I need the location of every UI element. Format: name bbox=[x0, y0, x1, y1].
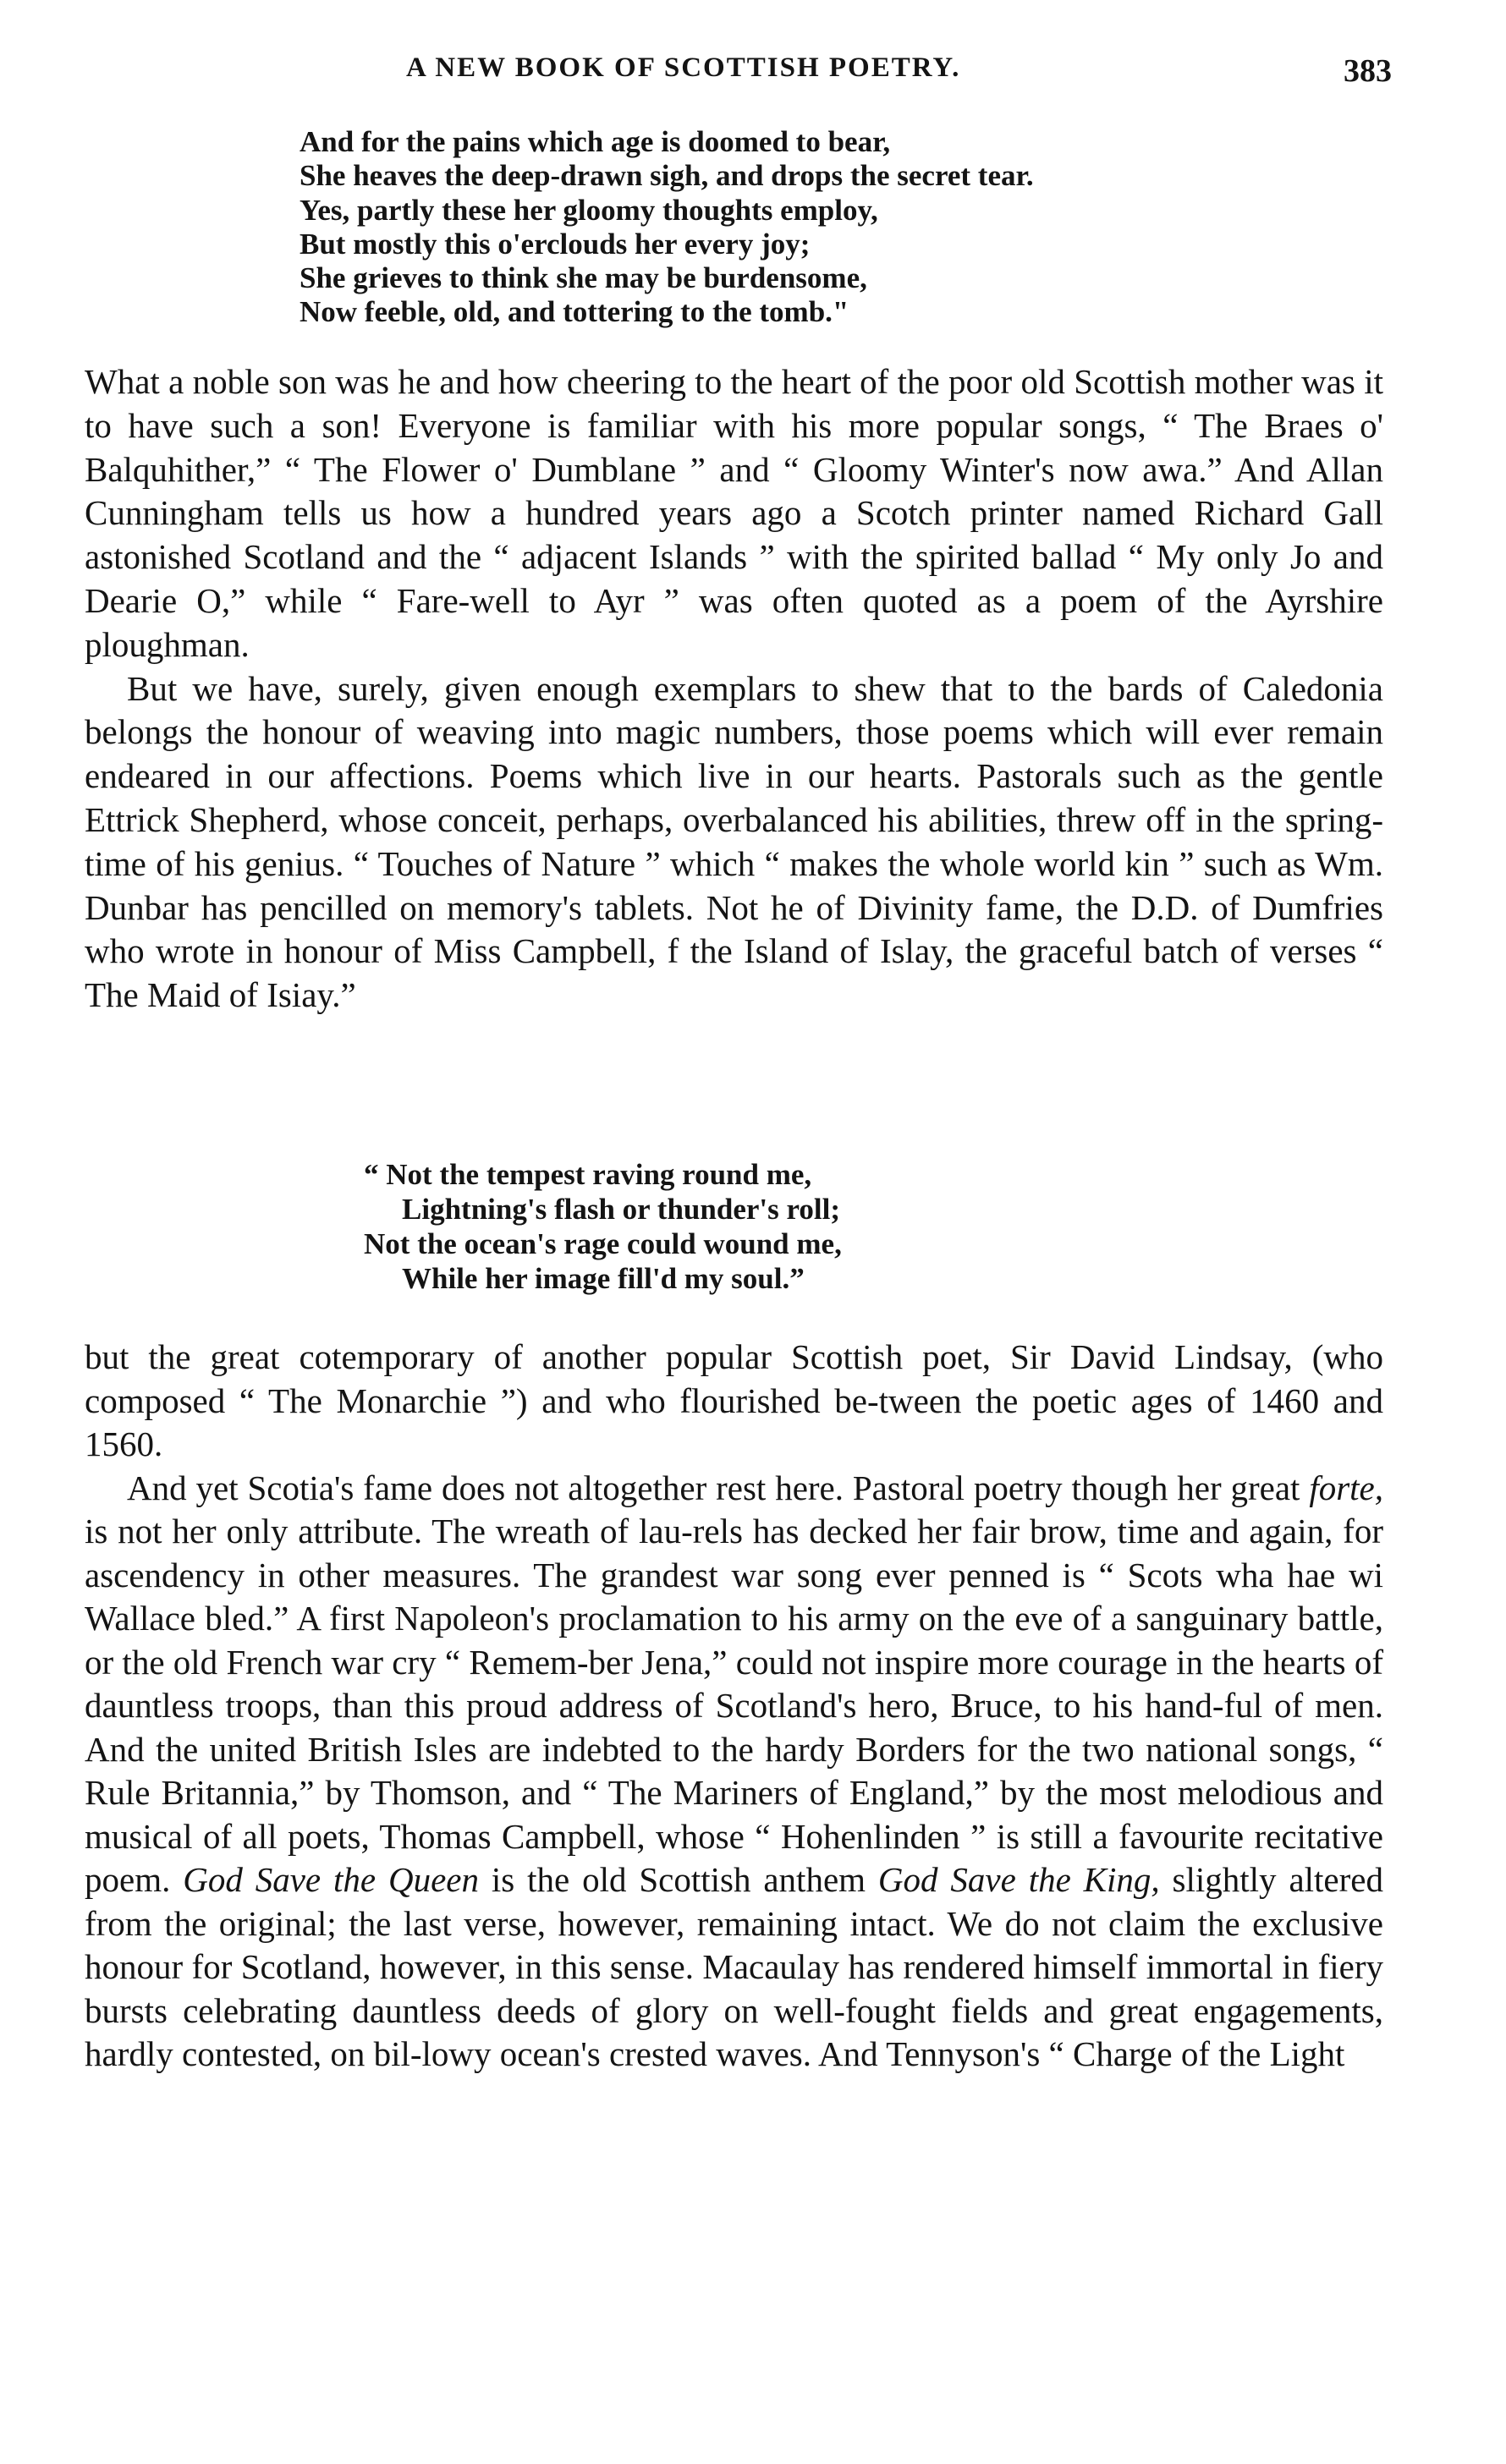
text-run: slightly altered from the original; the last verse, however, remaining intact. We do not claim the exclusive honour for Scotland, however, in this sense. Macaulay has rendered himself immortal in fiery bursts celebrating dauntless deeds of glory on well-fought fields and great engagements, hardly contested, on bil-lowy ocean's crested waves. And Tennyson's “ Charge of the Light bbox=[85, 1860, 1383, 2073]
italic-run: God Save the Queen bbox=[183, 1860, 479, 1899]
verse-line: She grieves to think she may be burdensome, bbox=[300, 261, 867, 295]
paragraph: but the great cotemporary of another popular Scottish poet, Sir David Lindsay, (who composed “ The Monarchie ”) and who flourished be-tween the poetic ages of 1460 and 1560. bbox=[85, 1337, 1383, 1463]
verse-line: Not the ocean's rage could wound me, bbox=[364, 1227, 842, 1260]
prose-block-upper bbox=[85, 360, 1383, 1018]
page-number: 383 bbox=[1344, 53, 1392, 89]
text-run: is the old Scottish anthem bbox=[478, 1860, 878, 1899]
verse-line: Lightning's flash or thunder's roll; bbox=[402, 1193, 840, 1226]
verse-line: She heaves the deep-drawn sigh, and drops the secret tear. bbox=[300, 159, 1034, 193]
verse-top bbox=[300, 125, 1034, 330]
italic-run: God Save the King, bbox=[877, 1860, 1160, 1899]
prose-block-lower bbox=[85, 1336, 1383, 2077]
paragraph bbox=[85, 1467, 1383, 2077]
text-run: is not her only attribute. The wreath of lau-rels has decked her fair brow, time and again, for ascendency in other measures. The grandest war song ever penned is “ Scots wha hae wi Wallace bled.” A first Napoleon's proclamation to his army on the eve of a sanguinary battle, or the old French war cry “ Remem-ber Jena,” could not inspire more courage in the hearts of dauntless troops, than this proud address of Scotland's hero, Bruce, to his hand-ful of men. And the united British Isles are indebted to the hardy Borders for the two national songs, “ Rule Britannia,” by Thomson, and “ The Mariners of England,” by the most melodious and musical of all poets, Thomas Campbell, whose “ Hohenlinden ” is still a favourite recitative poem. bbox=[85, 1512, 1383, 1899]
verse-line: While her image fill'd my soul.” bbox=[402, 1262, 805, 1295]
running-header bbox=[398, 52, 1392, 95]
paragraph: What a noble son was he and how cheering to the heart of the poor old Scottish mother was it to have such a son! Everyone is familiar with his more popular songs, “ The Braes o' Balquhither,” “ The Flower o' Dumblane ” and “ Gloomy Winter's now awa.” And Allan Cunningham tells us how a hundred years ago a Scotch printer named Richard Gall astonished Scotland and the “ adjacent Islands ” with the spirited ballad “ My only Jo and Dearie O,” while “ Fare-well to Ayr ” was often quoted as a poem of the Ayrshire ploughman. bbox=[85, 362, 1383, 664]
verse-line: And for the pains which age is doomed to bear, bbox=[300, 125, 891, 158]
verse-line: Yes, partly these her gloomy thoughts employ, bbox=[300, 193, 878, 227]
verse-line: “ Not the tempest raving round me, bbox=[364, 1158, 812, 1191]
paragraph: But we have, surely, given enough exemplars to shew that to the bards of Caledonia belongs the honour of weaving into magic numbers, those poems which will ever remain endeared in our affections. Poems which live in our hearts. Pastorals such as the gentle Ettrick Shepherd, whose conceit, perhaps, overbalanced his abilities, threw off in the spring-time of his genius. “ Touches of Nature ” which “ makes the whole world kin ” such as Wm. Dunbar has pencilled on memory's tablets. Not he of Divinity fame, the D.D. of Dumfries who wrote in honour of Miss Campbell, f the Island of Islay, the graceful batch of verses “ The Maid of Isiay.” bbox=[85, 668, 1383, 1015]
text-run: And yet Scotia's fame does not altogether rest here. Pastoral poetry though her great bbox=[127, 1468, 1310, 1507]
verse-middle bbox=[364, 1157, 842, 1296]
verse-line: But mostly this o'erclouds her every joy; bbox=[300, 227, 811, 261]
header-title: A NEW BOOK OF SCOTTISH POETRY. bbox=[406, 52, 961, 83]
italic-run: forte, bbox=[1309, 1468, 1383, 1507]
verse-line: Now feeble, old, and tottering to the tomb." bbox=[300, 295, 849, 329]
